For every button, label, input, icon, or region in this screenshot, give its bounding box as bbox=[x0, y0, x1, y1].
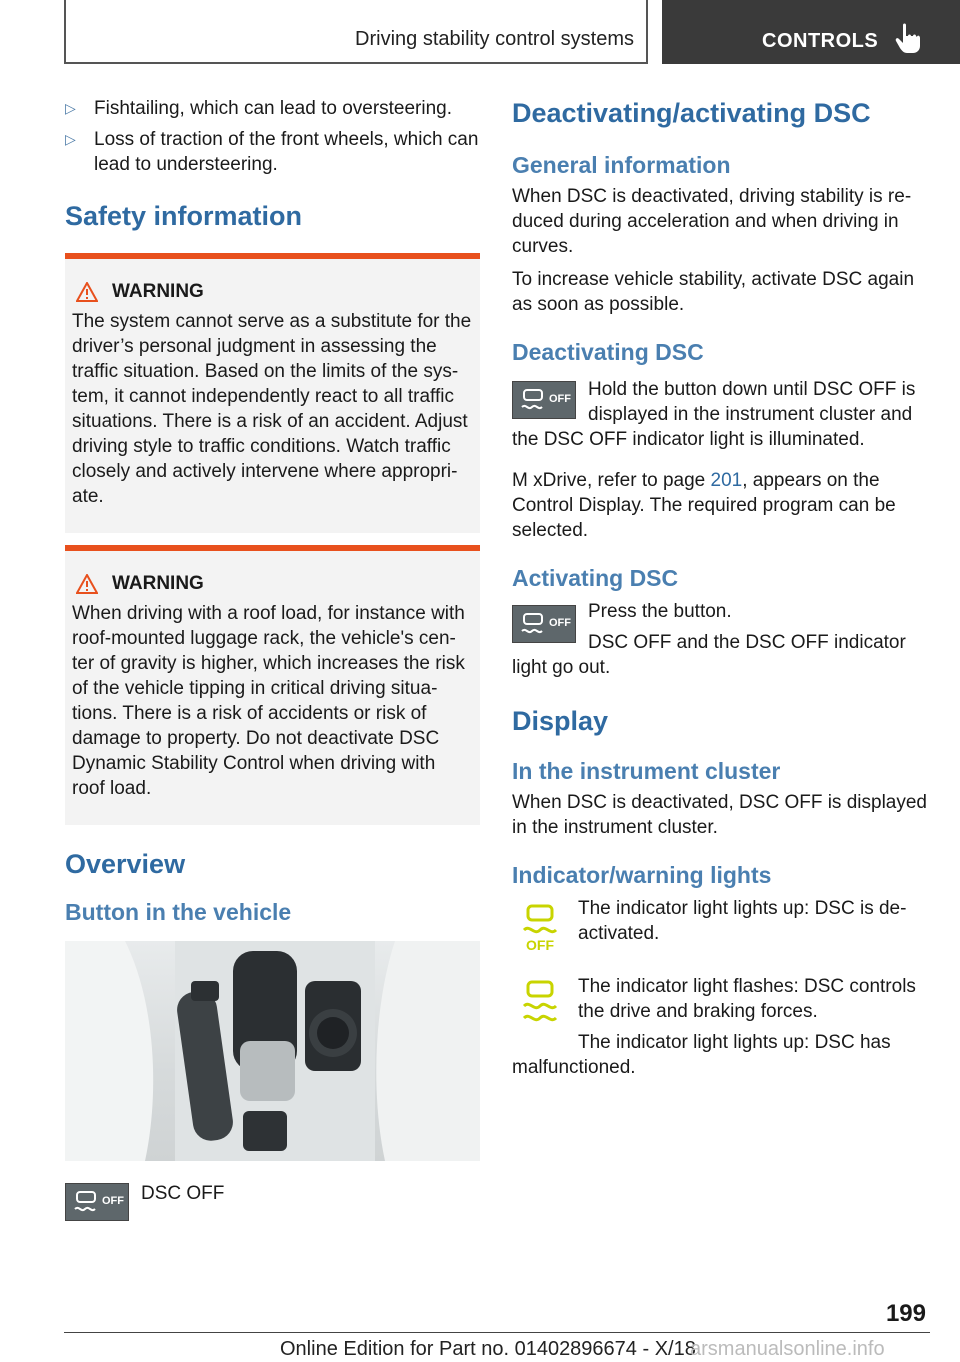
triangle-bullet-icon: ▷ bbox=[65, 100, 76, 116]
triangle-bullet-icon: ▷ bbox=[65, 131, 76, 147]
deactivating-activating-heading: Deactivating/activating DSC bbox=[512, 98, 871, 128]
warning-title: WARNING bbox=[72, 281, 473, 303]
header-section-box bbox=[64, 0, 648, 64]
general-info-p2: To increase vehicle stability, activate DSC again as soon as possible. bbox=[512, 269, 915, 315]
general-info-p1: When DSC is deactivated, driving stability is re-duced during acceleration and when driving in curves. bbox=[512, 186, 912, 257]
hand-pointer-icon bbox=[894, 22, 922, 54]
deactivating-dsc-heading: Deactivating DSC bbox=[512, 339, 704, 365]
warning-box-2 bbox=[65, 545, 480, 825]
activating-block bbox=[512, 599, 932, 680]
footer-divider bbox=[64, 1332, 930, 1333]
deactivating-text-rest: the DSC OFF indicator light is illuminated. bbox=[512, 429, 865, 450]
indicator-2-text: The indicator light flashes: DSC controls the drive and braking forces. bbox=[578, 976, 916, 1022]
header-chapter-box bbox=[662, 0, 960, 64]
activating-dsc-heading: Activating DSC bbox=[512, 565, 679, 591]
right-column bbox=[512, 96, 932, 1080]
footer-edition: Online Edition for Part no. 01402896674 - X/18 bbox=[280, 1338, 696, 1360]
instrument-cluster-text: When DSC is deactivated, DSC OFF is displayed in the instrument cluster. bbox=[512, 792, 927, 838]
page-link-201[interactable]: 201 bbox=[710, 470, 743, 491]
dsc-active-indicator-icon bbox=[518, 980, 562, 1026]
dsc-off-button-icon: OFF bbox=[65, 1183, 129, 1221]
overview-heading: Overview bbox=[65, 849, 186, 879]
page-number: 199 bbox=[885, 1300, 926, 1327]
xdrive-paragraph: M xDrive, refer to page 201, appears on the Control Display. The required program can be selected. bbox=[512, 470, 896, 541]
warning-triangle-icon bbox=[76, 282, 98, 302]
header-chapter: CONTROLS bbox=[762, 30, 879, 52]
warning-title: WARNING bbox=[72, 573, 473, 595]
indicator-row-2 bbox=[512, 974, 932, 1080]
indicator-row-1 bbox=[512, 896, 932, 958]
svg-text:OFF: OFF bbox=[526, 937, 554, 952]
display-heading: Display bbox=[512, 706, 609, 736]
bullet-fishtailing: ▷ Fishtailing, which can lead to oversteering. bbox=[65, 98, 453, 119]
activating-text-1: Press the button. bbox=[588, 601, 732, 622]
left-column bbox=[65, 96, 480, 1223]
deactivating-text-lead: Hold the button down until DSC OFF is displayed in the instrument cluster and bbox=[588, 379, 916, 425]
indicator-3-text-rest: malfunctioned. bbox=[512, 1057, 636, 1078]
button-in-vehicle-heading: Button in the vehicle bbox=[65, 899, 292, 925]
bullet-traction: ▷ Loss of traction of the front wheels, which can lead to understeering. bbox=[65, 129, 479, 175]
header-section-title: Driving stability control systems bbox=[355, 28, 634, 50]
warning-box-1 bbox=[65, 253, 480, 533]
activating-text-2-rest: light go out. bbox=[512, 657, 611, 678]
footer-watermark: arsmanualsonline.info bbox=[690, 1338, 885, 1360]
warning-triangle-icon bbox=[76, 574, 98, 594]
center-console-illustration bbox=[65, 941, 480, 1161]
indicator-3-text-lead: The indicator light lights up: DSC has bbox=[578, 1032, 891, 1053]
activating-text-2-lead: DSC OFF and the DSC OFF indicator bbox=[588, 632, 906, 653]
warning-text-2: When driving with a roof load, for instance with roof-mounted luggage rack, the vehicle's cen-ter of gravity is higher, which increases the risk of the vehicle tipping in critical driving situa-tions. There is a risk of accidents or risk of damage to property. Do not deactivate DSC Dynamic Stability Control when driving with roof load. bbox=[72, 603, 465, 799]
dsc-off-label: DSC OFF bbox=[141, 1183, 225, 1204]
safety-heading: Safety information bbox=[65, 201, 303, 231]
indicator-warning-heading: Indicator/warning lights bbox=[512, 862, 772, 888]
dsc-off-button-icon: OFF bbox=[512, 605, 576, 643]
instrument-cluster-heading: In the instrument cluster bbox=[512, 758, 781, 784]
dsc-off-button-row bbox=[65, 1183, 480, 1223]
general-info-heading: General information bbox=[512, 152, 731, 178]
center-console-photo bbox=[65, 941, 480, 1161]
dsc-off-button-icon: OFF bbox=[512, 381, 576, 419]
deactivating-block bbox=[512, 377, 932, 452]
warning-text-1: The system cannot serve as a substitute for the driver’s personal judgment in assessing the traffic situation. Based on the limits of the sys-tem, it cannot independently react to all traffic situations. There is a risk of an accident. Adjust driving style to traffic conditions. Watch traffic closely and actively intervene where appropri-ate. bbox=[72, 311, 472, 507]
indicator-1-text: The indicator light lights up: DSC is de-activated. bbox=[578, 898, 907, 944]
dsc-off-indicator-icon bbox=[518, 904, 562, 952]
